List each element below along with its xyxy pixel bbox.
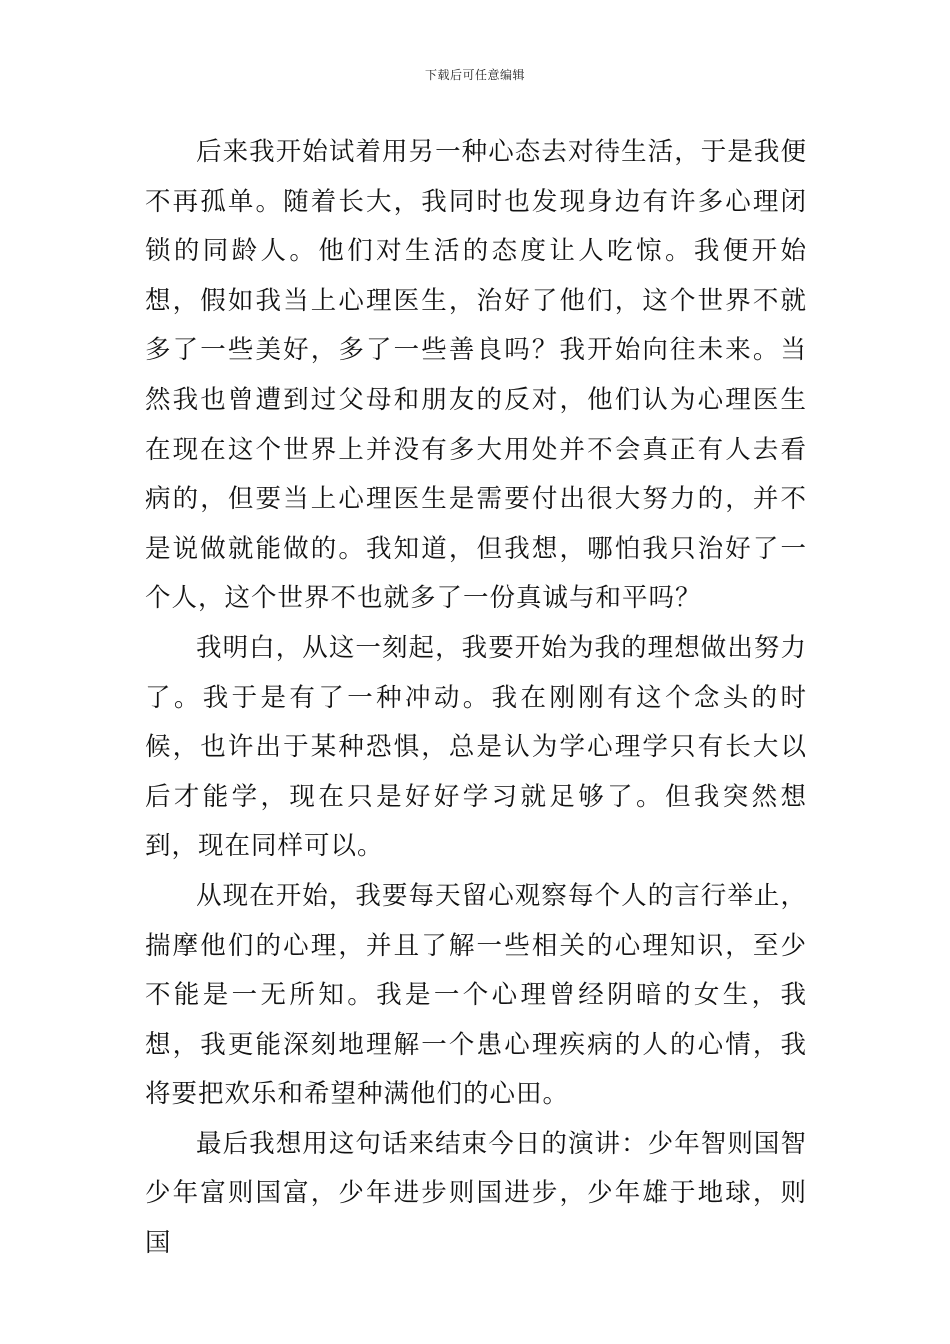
page-header: 下载后可任意编辑 — [424, 68, 525, 82]
paragraph: 我明白，从这一刻起，我要开始为我的理想做出努力了。我于是有了一种冲动。我在刚刚有这个念头的时候，也许出于某种恐惧，总是认为学心理学只有长大以后才能学，现在只是好好学习就足够了。但我突然想到，现在同样可以。 — [145, 632, 807, 862]
paragraph: 从现在开始，我要每天留心观察每个人的言行举止，揣摩他们的心理，并且了解一些相关的心理知识，至少不能是一无所知。我是一个心理曾经阴暗的女生，我想，我更能深刻地理解一个患心理疾病的人的心情，我将要把欢乐和希望种满他们的心田。 — [145, 880, 807, 1110]
paragraph: 后来我开始试着用另一种心态去对待生活，于是我便不再孤单。随着长大，我同时也发现身边有许多心理闭锁的同龄人。他们对生活的态度让人吃惊。我便开始想，假如我当上心理医生，治好了他们，这个世界不就多了一些美好，多了一些善良吗？我开始向往未来。当然我也曾遭到过父母和朋友的反对，他们认为心理医生在现在这个世界上并没有多大用处并不会真正有人去看病的，但要当上心理医生是需要付出很大努力的，并不是说做就能做的。我知道，但我想，哪怕我只治好了一个人，这个世界不也就多了一份真诚与和平吗？ — [145, 137, 807, 614]
document-body — [145, 128, 807, 1269]
paragraph: 最后我想用这句话来结束今日的演讲：少年智则国智少年富则国富，少年进步则国进步，少年雄于地球，则国 — [145, 1128, 807, 1259]
